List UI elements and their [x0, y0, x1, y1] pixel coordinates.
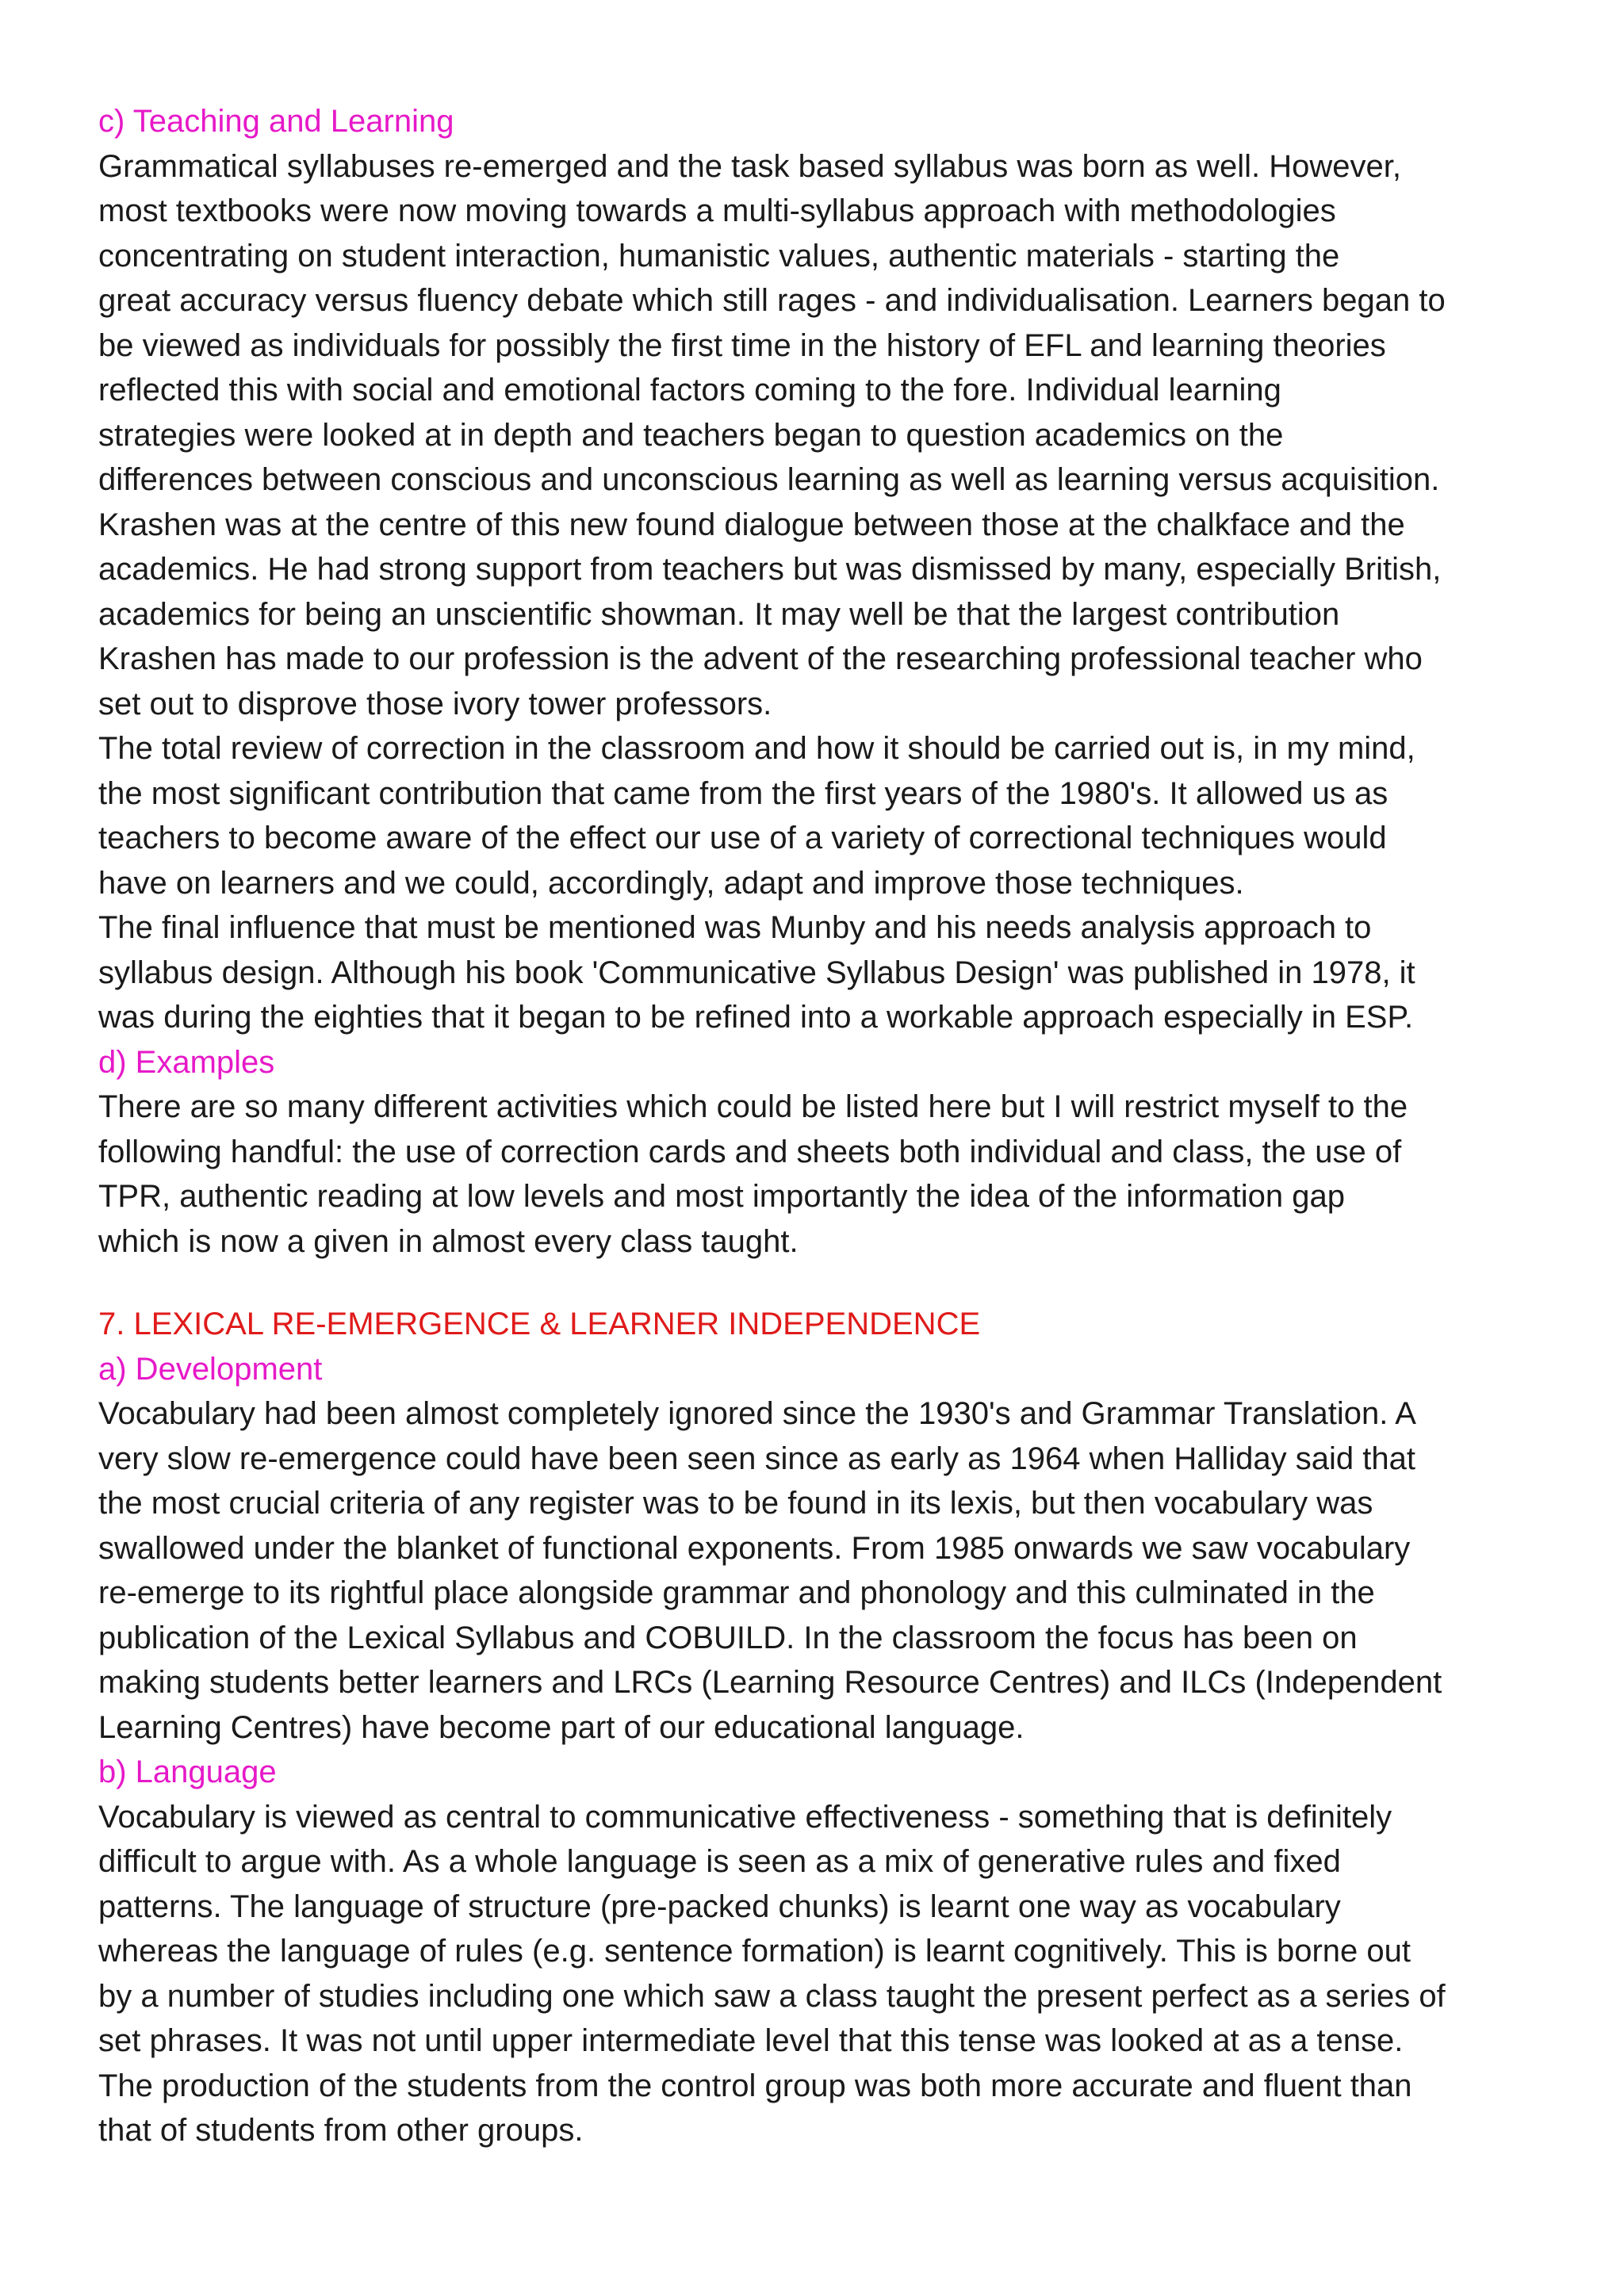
- text-line: There are so many different activities which could be listed here but I will restrict myself to the: [98, 1089, 1408, 1124]
- text-line: be viewed as individuals for possibly the first time in the history of EFL and learning theories: [98, 327, 1386, 363]
- text-line: patterns. The language of structure (pre-packed chunks) is learnt one way as vocabulary: [98, 1888, 1341, 1924]
- text-line: was during the eighties that it began to be refined into a workable approach especially in ESP.: [98, 1000, 1414, 1035]
- text-line: Grammatical syllabuses re-emerged and the task based syllabus was born as well. However,: [98, 148, 1401, 184]
- document-page: [98, 99, 1542, 2153]
- text-line: difficult to argue with. As a whole language is seen as a mix of generative rules and fixed: [98, 1844, 1341, 1879]
- text-line: the most crucial criteria of any register was to be found in its lexis, but then vocabulary was: [98, 1486, 1373, 1521]
- text-line: academics. He had strong support from teachers but was dismissed by many, especially British,: [98, 552, 1442, 587]
- text-line: differences between conscious and unconscious learning as well as learning versus acquisition.: [98, 462, 1440, 497]
- text-line: The final influence that must be mentioned was Munby and his needs analysis approach to: [98, 910, 1372, 945]
- text-line: strategies were looked at in depth and teachers began to question academics on the: [98, 417, 1284, 453]
- text-line: great accuracy versus fluency debate which still rages - and individualisation. Learners began to: [98, 283, 1446, 318]
- text-line: most textbooks were now moving towards a multi-syllabus approach with methodologies: [98, 193, 1336, 228]
- teaching-paragraph-1: [98, 144, 1542, 727]
- teaching-paragraph-2: [98, 726, 1542, 905]
- text-line: Krashen was at the centre of this new found dialogue between those at the chalkface and the: [98, 507, 1405, 542]
- text-line: The production of the students from the control group was both more accurate and fluent than: [98, 2068, 1412, 2103]
- text-line: TPR, authentic reading at low levels and most importantly the idea of the information gap: [98, 1179, 1345, 1214]
- teaching-learning-heading: c) Teaching and Learning: [98, 104, 454, 139]
- text-line: swallowed under the blanket of functional exponents. From 1985 onwards we saw vocabulary: [98, 1530, 1411, 1566]
- text-line: by a number of studies including one which saw a class taught the present perfect as a series of: [98, 1978, 1446, 2014]
- text-line: set phrases. It was not until upper intermediate level that this tense was looked at as a tense.: [98, 2023, 1404, 2058]
- text-line: teachers to become aware of the effect our use of a variety of correctional techniques would: [98, 821, 1387, 855]
- section-7-heading: 7. LEXICAL RE-EMERGENCE & LEARNER INDEPENDENCE: [98, 1307, 981, 1341]
- text-line: Vocabulary is viewed as central to communicative effectiveness - something that is definitely: [98, 1799, 1392, 1835]
- text-line: have on learners and we could, accordingly, adapt and improve those techniques.: [98, 865, 1244, 901]
- text-line: very slow re-emergence could have been seen since as early as 1964 when Halliday said that: [98, 1441, 1415, 1476]
- text-line: the most significant contribution that came from the first years of the 1980's. It allowed us as: [98, 775, 1388, 811]
- language-paragraph: [98, 1795, 1542, 2153]
- text-line: whereas the language of rules (e.g. sentence formation) is learnt cognitively. This is borne out: [98, 1934, 1411, 1969]
- text-line: Krashen has made to our profession is the advent of the researching professional teacher who: [98, 641, 1423, 676]
- text-line: The total review of correction in the classroom and how it should be carried out is, in my mind,: [98, 731, 1415, 766]
- text-line: which is now a given in almost every class taught.: [98, 1223, 799, 1259]
- text-line: concentrating on student interaction, humanistic values, authentic materials - starting the: [98, 238, 1340, 274]
- text-line: publication of the Lexical Syllabus and COBUILD. In the classroom the focus has been on: [98, 1620, 1358, 1655]
- text-line: that of students from other groups.: [98, 2113, 584, 2148]
- examples-paragraph: [98, 1085, 1542, 1264]
- text-line: reflected this with social and emotional factors coming to the fore. Individual learning: [98, 373, 1281, 408]
- text-line: following handful: the use of correction cards and sheets both individual and class, the use of: [98, 1134, 1402, 1169]
- text-line: academics for being an unscientific showman. It may well be that the largest contribution: [98, 596, 1340, 632]
- text-line: syllabus design. Although his book 'Communicative Syllabus Design' was published in 1978, it: [98, 955, 1415, 990]
- examples-heading: d) Examples: [98, 1044, 275, 1080]
- text-line: Vocabulary had been almost completely ignored since the 1930's and Grammar Translation. A: [98, 1396, 1416, 1431]
- text-line: re-emerge to its rightful place alongside grammar and phonology and this culminated in the: [98, 1575, 1375, 1610]
- text-line: set out to disprove those ivory tower professors.: [98, 686, 772, 721]
- development-heading: a) Development: [98, 1351, 323, 1387]
- text-line: making students better learners and LRCs (Learning Resource Centres) and ILCs (Independent: [98, 1665, 1442, 1700]
- teaching-paragraph-3: [98, 905, 1542, 1040]
- development-paragraph: [98, 1391, 1542, 1750]
- language-heading: b) Language: [98, 1755, 277, 1789]
- text-line: Learning Centres) have become part of our educational language.: [98, 1709, 1025, 1745]
